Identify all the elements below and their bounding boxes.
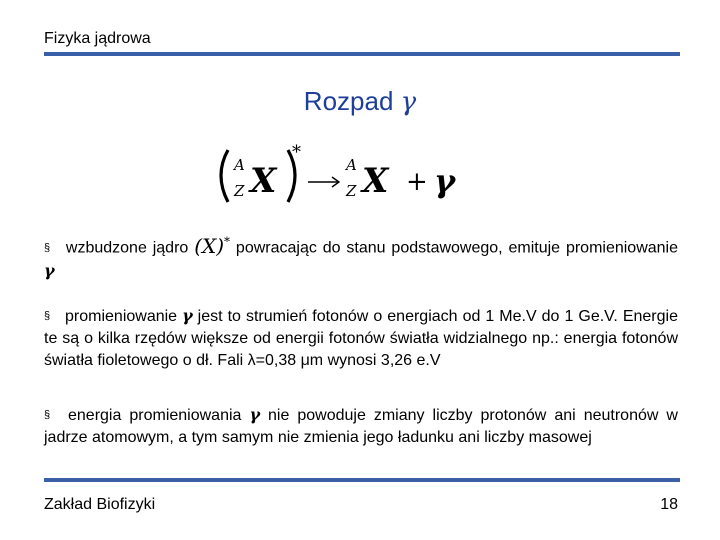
p2-text-before: promieniowanie bbox=[65, 308, 178, 325]
gamma-photon: γ bbox=[434, 162, 456, 200]
p3-text-after: nie powoduje zmiany liczby protonów ani neutronów w jadrze atomowym, a tym samym nie zmienia jego ładunku ani liczby masowej bbox=[44, 407, 678, 446]
bullet-icon: § bbox=[44, 310, 51, 322]
bottom-divider bbox=[44, 478, 680, 482]
atomic-number-2: Z bbox=[346, 182, 357, 200]
course-header: Fizyka jądrowa bbox=[44, 30, 151, 47]
mass-number-1: A bbox=[234, 156, 245, 174]
p3-gamma-symbol: γ bbox=[249, 405, 260, 424]
p1-text-before: wzbudzone jądro bbox=[65, 239, 189, 257]
footer-institution: Zakład Biofizyki bbox=[44, 496, 156, 513]
paragraph-gamma-effect bbox=[44, 404, 678, 449]
nucleus-symbol-2: X bbox=[362, 161, 389, 201]
mass-number-2: A bbox=[346, 156, 357, 174]
excited-star: * bbox=[292, 142, 301, 163]
top-divider bbox=[44, 52, 680, 56]
excited-nucleus-symbol: (X)* bbox=[194, 233, 231, 258]
title-gamma-symbol: γ bbox=[400, 87, 417, 117]
plus-sign: + bbox=[406, 167, 428, 197]
title-text: Rozpad bbox=[303, 86, 394, 116]
p1-gamma-symbol: γ bbox=[44, 260, 55, 280]
decay-formula bbox=[214, 140, 474, 210]
bullet-icon: § bbox=[44, 409, 51, 421]
atomic-number-1: Z bbox=[234, 182, 245, 200]
p2-gamma-symbol: γ bbox=[182, 306, 193, 325]
p3-text-before: energia promieniowania bbox=[68, 407, 242, 424]
slide-title bbox=[0, 86, 720, 117]
paragraph-gamma-definition bbox=[44, 305, 678, 372]
left-paren bbox=[221, 150, 228, 202]
paragraph-excited-nucleus bbox=[44, 230, 678, 283]
nucleus-symbol-1: X bbox=[250, 161, 277, 201]
p1-text-after: powracając do stanu podstawowego, emituje promieniowanie bbox=[235, 239, 679, 257]
page-number: 18 bbox=[660, 496, 678, 513]
p2-text-after: jest to strumień fotonów o energiach od 1 Me.V do 1 Ge.V. Energie te są o kilka rzędów większe od energii fotonów światła widzialnego np.: energia fotonów światła fioletowego o dł. Fali λ=0,38 μm wynosi 3,26 e.V bbox=[44, 308, 678, 369]
bullet-icon: § bbox=[44, 241, 51, 254]
